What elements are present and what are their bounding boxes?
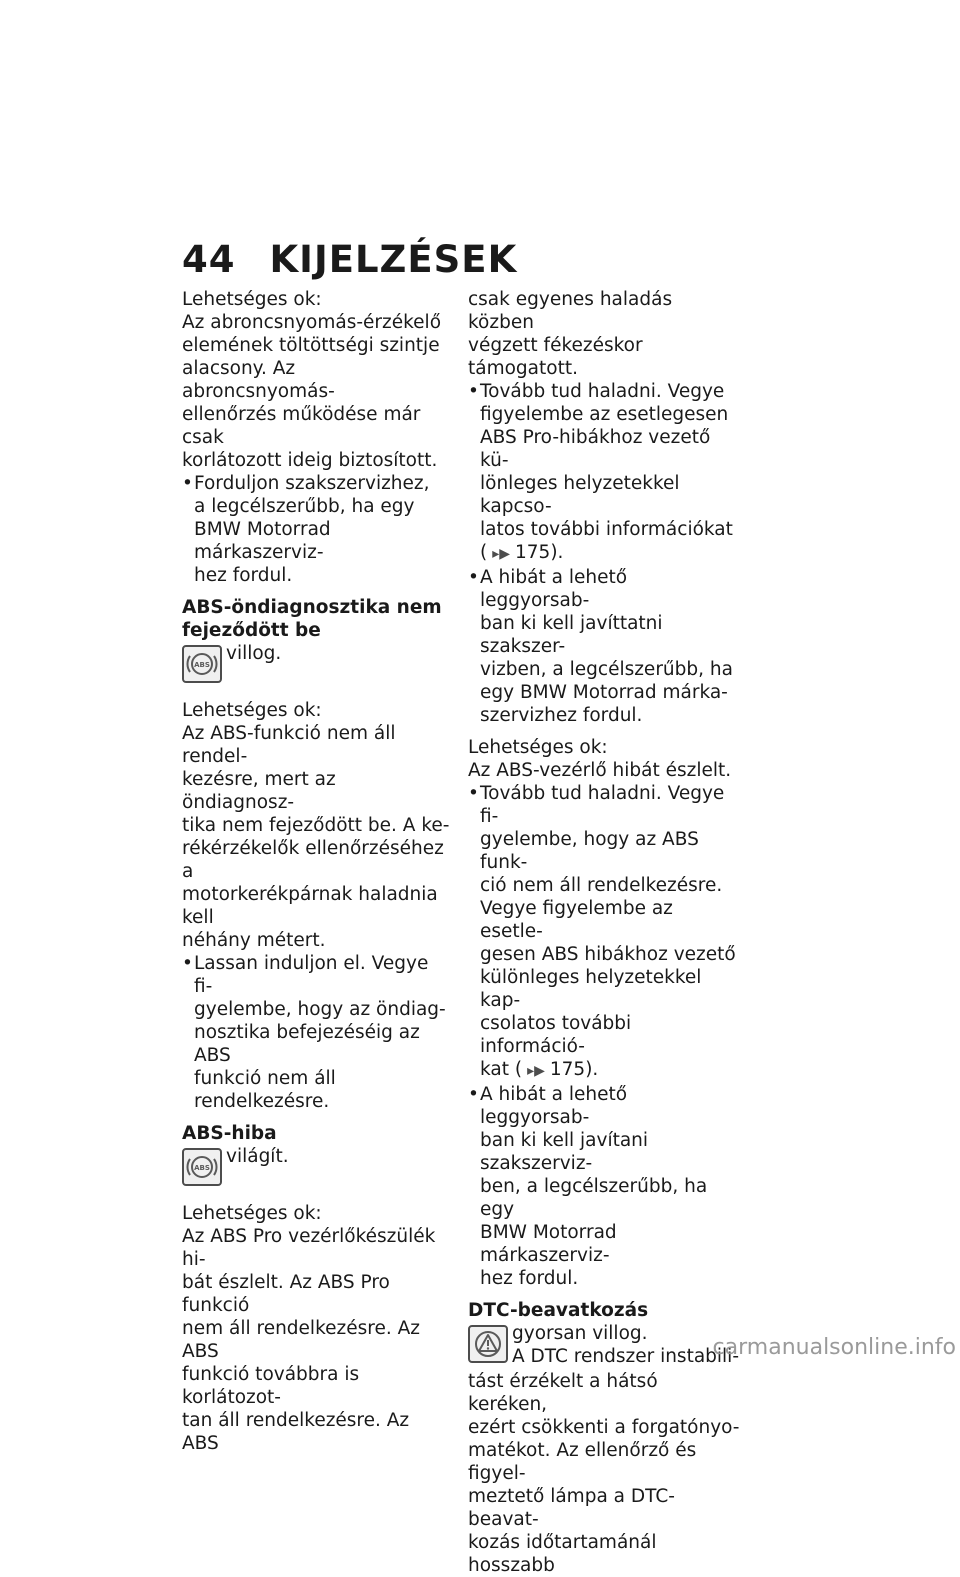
text-line: szervizhez fordul. [480,705,643,726]
bullet-item [182,472,450,587]
reference-arrow-icon: ▸▶ [527,1063,545,1079]
text-line: BMW Motorrad márkaszerviz- [194,519,331,563]
text-line: lönleges helyzetekkel kapcso- [480,473,680,517]
text-line: Lehetséges ok: [182,1203,322,1224]
text-line: BMW Motorrad márkaszerviz- [480,1222,617,1266]
section-heading: ABS-öndiagnosztika nem [182,597,442,618]
text-line: Az ABS-funkció nem áll rendel- [182,723,396,767]
text-line: ban ki kell javítani szakszerviz- [480,1130,649,1174]
page-reference[interactable]: ( ▸▶ 175). [480,541,740,566]
text-line: Lehetséges ok: [182,700,322,721]
text-line: egy BMW Motorrad márka- [480,682,728,703]
page-number: 44 [182,238,236,281]
text-line: ben, a legcélszerűbb, ha egy [480,1176,708,1220]
bullet-item [468,566,740,727]
text-line: hez fordul. [194,565,293,586]
bullet-item [468,380,740,566]
text-line: gesen ABS hibákhoz vezető [480,944,736,965]
text-line: alacsony. Az abroncsnyomás- [182,358,335,402]
text-line: tást érzékelt a hátsó keréken, [468,1371,658,1415]
text-line: ban ki kell javíttatni szakszer- [480,613,663,657]
text-line: Lehetséges ok: [468,737,608,758]
page-title: KIJELZÉSEK [269,238,518,281]
text-line: korlátozott ideig biztosított. [182,450,438,471]
text-line: matékot. Az ellenőrző és figyel- [468,1440,697,1484]
text-line: különleges helyzetekkel kap- [480,967,702,1011]
text-line: A DTC rendszer instabili- [512,1346,739,1367]
page-header [182,238,517,281]
text-line: Az ABS Pro vezérlőkészülék hi- [182,1226,436,1270]
svg-text:ABS: ABS [194,661,210,669]
text-line: rékérzékelők ellenőrzéséhez a [182,838,444,882]
text-line: végzett fékezéskor támogatott. [468,335,643,379]
right-column [468,288,740,1577]
reference-page: 175). [549,1059,599,1080]
watermark: carmanualsonline.info [712,1335,956,1360]
text-line: ezért csökkenti a forgatónyo- [468,1417,740,1438]
indicator-row [182,1145,450,1193]
abs-warning-icon [182,645,222,683]
reference-arrow-icon: ▸▶ [492,546,511,562]
text-line: ció nem áll rendelkezésre. [480,875,723,896]
text-line: hez fordul. [480,1268,579,1289]
text-line: néhány métert. [182,930,326,951]
page-reference[interactable]: kat ( ▸▶ 175). [480,1058,740,1083]
text-line: meztető lámpa a DTC-beavat- [468,1486,675,1530]
text-line: Az ABS-vezérlő hibát észlelt. [468,760,732,781]
indicator-state: villog. [226,643,282,664]
text-line: kat [480,1059,509,1080]
text-line: funkció nem áll rendelkezésre. [194,1068,336,1112]
text-line: • A hibát a lehető leggyorsab- [480,1084,628,1128]
text-line: gyelembe, hogy az öndiag- [194,999,446,1020]
text-line: • Forduljon szakszervizhez, [194,473,430,494]
text-line: • Tovább tud haladni. Vegye [480,381,725,402]
text-line: nosztika befejezéséig az ABS [194,1022,420,1066]
bullet-item [182,952,450,1113]
section-heading: ABS-hiba [182,1123,277,1144]
abs-warning-icon [182,1148,222,1186]
indicator-state: gyorsan villog. [512,1323,648,1344]
text-line: bát észlelt. Az ABS Pro funkció [182,1272,390,1316]
text-line: ellenőrzés működése már csak [182,404,421,448]
text-line: • Lassan induljon el. Vegye fi- [194,953,429,997]
text-line: csolatos további információ- [480,1013,632,1057]
text-line: figyelembe az esetlegesen [480,404,729,425]
text-line: kezésre, mert az öndiagnosz- [182,769,336,813]
indicator-row [468,1322,740,1370]
text-line: nem áll rendelkezésre. Az ABS [182,1318,420,1362]
text-line: Lehetséges ok: [182,289,322,310]
dtc-warning-icon [468,1325,508,1363]
text-line: • Tovább tud haladni. Vegye fi- [480,783,725,827]
text-line: motorkerékpárnak haladnia kell [182,884,438,928]
text-line: Vegye figyelembe az esetle- [480,898,673,942]
text-line: tan áll rendelkezésre. Az ABS [182,1410,410,1454]
text-line: Az abroncsnyomás-érzékelő [182,312,442,333]
text-line: latos további információkat [480,519,733,540]
section-heading: DTC-beavatkozás [468,1300,649,1321]
text-line: elemének töltöttségi szintje [182,335,440,356]
text-line: a legcélszerűbb, ha egy [194,496,415,517]
text-line: gyelembe, hogy az ABS funk- [480,829,699,873]
section-heading: fejeződött be [182,620,321,641]
text-line: funkció továbbra is korlátozot- [182,1364,360,1408]
text-line: vizben, a legcélszerűbb, ha [480,659,733,680]
indicator-row [182,642,450,690]
text-line: kozás időtartamánál hosszabb [468,1532,657,1576]
text-line: • A hibát a lehető leggyorsab- [480,567,628,611]
svg-text:ABS: ABS [194,1164,210,1172]
indicator-state: világít. [226,1146,289,1167]
bullet-item [468,1083,740,1290]
bullet-item [468,782,740,1083]
reference-page: 175). [515,542,564,563]
text-line: tika nem fejeződött be. A ke- [182,815,450,836]
text-line: ABS Pro-hibákhoz vezető kü- [480,427,711,471]
left-column [182,288,450,1455]
text-line: csak egyenes haladás közben [468,289,673,333]
